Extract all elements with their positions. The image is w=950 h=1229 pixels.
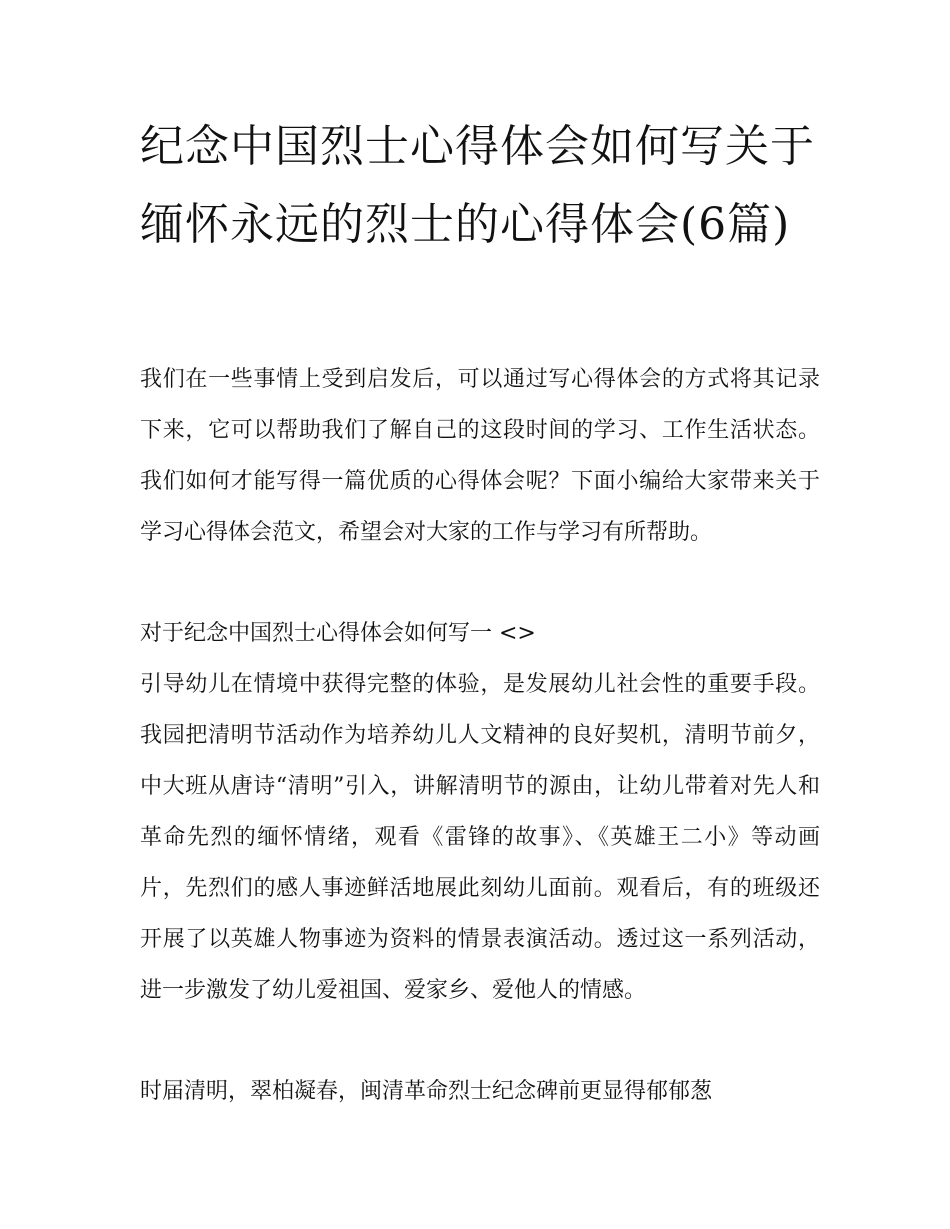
body-paragraph-1: 引导幼儿在情境中获得完整的体验，是发展幼儿社会性的重要手段。我园把清明节活动作为培养幼儿人文精神的良好契机，清明节前夕，中大班从唐诗“清明”引入，讲解清明节的源由，让幼儿带着对先人和革命先烈的缅怀情绪，观看《雷锋的故事》、《英雄王二小》等动画片，先烈们的感人事迹鲜活地展此刻幼儿面前。观看后，有的班级还开展了以英雄人物事迹为资料的情景表演活动。透过这一系列活动，进一步激发了幼儿爱祖国、爱家乡、爱他人的情感。	[140, 672, 820, 1003]
intro-paragraph: 我们在一些事情上受到启发后，可以通过写心得体会的方式将其记录下来，它可以帮助我们了解自己的这段时间的学习、工作生活状态。我们如何才能写得一篇优质的心得体会呢？下面小编给大家带来关于学习心得体会范文，希望会对大家的工作与学习有所帮助。	[140, 367, 820, 545]
document-title: 纪念中国烈士心得体会如何写关于缅怀永远的烈士的心得体会(6篇)	[140, 121, 815, 250]
body-paragraph-2: 时届清明，翠柏凝春，闽清革命烈士纪念碑前更显得郁郁葱	[140, 1079, 713, 1104]
section-heading: 对于纪念中国烈士心得体会如何写一 <>	[140, 621, 536, 646]
